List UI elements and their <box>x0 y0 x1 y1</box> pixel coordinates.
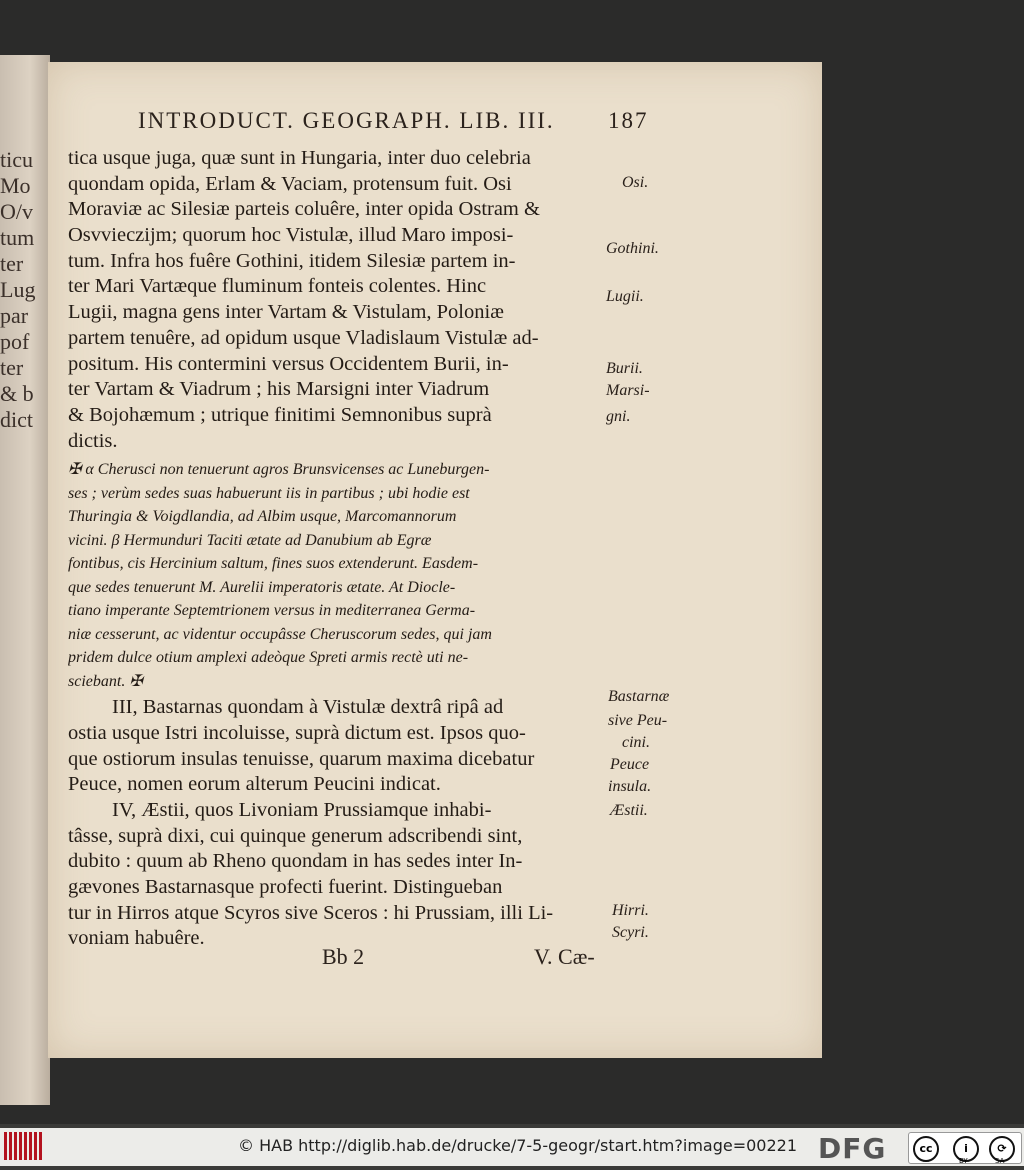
prev-fragment: ticu <box>0 147 33 172</box>
note-line: tiano imperante Septemtrionem versus in mediterranea Germa- <box>68 602 476 620</box>
book-page <box>48 62 822 1058</box>
text-line: voniam habuêre. <box>68 927 205 950</box>
note-line: niæ cesserunt, ac videntur occupâsse Cheruscorum sedes, qui jam <box>68 625 492 643</box>
marginal-note: cini. <box>622 734 650 751</box>
marginal-note: Marsi- <box>606 382 650 399</box>
text-line: Peuce, nomen eorum alterum Peucini indicat. <box>68 773 441 796</box>
license-sa-label: SA <box>995 1157 1005 1165</box>
marginal-note: insula. <box>608 778 652 795</box>
note-line: vicini. β Hermunduri Taciti ætate ad Danubium ab Egræ <box>68 531 432 549</box>
text-line: Moraviæ ac Silesiæ parteis coluêre, inter opida Ostram & <box>68 198 540 221</box>
text-line: dictis. <box>68 429 118 452</box>
text-line: que ostiorum insulas tenuisse, quarum maxima dicebatur <box>68 747 535 770</box>
footer-bar <box>0 1128 1024 1166</box>
marginal-note: Peuce <box>610 756 650 773</box>
text-line: ter Mari Vartæque fluminum fonteis colentes. Hinc <box>68 275 487 298</box>
marginal-note: Scyri. <box>612 924 649 941</box>
marginal-note: Burii. <box>606 360 643 377</box>
text-line: gævones Bastarnasque profecti fuerint. Distingueban <box>68 876 503 899</box>
signature-mark: Bb 2 <box>322 944 365 969</box>
marginal-note: Æstii. <box>610 802 648 819</box>
catchword: V. Cæ- <box>534 944 595 969</box>
prev-fragment: pof <box>0 329 30 354</box>
marginal-note: Osi. <box>622 174 649 191</box>
note-line: Thuringia & Voigdlandia, ad Albim usque, Marcomannorum <box>68 508 457 526</box>
cc-license-badge[interactable] <box>908 1132 1022 1164</box>
cc-icon: cc <box>913 1136 939 1162</box>
text-line: tum. Infra hos fuêre Gothini, itidem Silesiæ partem in- <box>68 249 516 272</box>
page-number: 187 <box>608 108 649 133</box>
prev-fragment: dict <box>0 407 33 432</box>
text-line: ter Vartam & Viadrum ; his Marsigni inter Viadrum <box>68 378 490 401</box>
note-line: ses ; verùm sedes suas habuerunt iis in partibus ; ubi hodie est <box>68 484 470 502</box>
marginal-note: Lugii. <box>606 288 644 305</box>
text-line: & Bojohæmum ; utrique finitimi Semnonibus suprà <box>68 403 492 426</box>
marginal-note: Gothini. <box>606 240 659 257</box>
prev-fragment: Lug <box>0 277 36 302</box>
text-line: quondam opida, Erlam & Vaciam, protensum fuit. Osi <box>68 172 512 195</box>
note-line: sciebant. ✠ <box>68 672 143 690</box>
note-line: ✠ α Cherusci non tenuerunt agros Brunsvicenses ac Luneburgen- <box>68 461 490 479</box>
prev-fragment: O/v <box>0 199 33 224</box>
annotation-note <box>68 458 608 693</box>
share-alike-icon: ⟳ <box>989 1136 1015 1162</box>
copyright-link[interactable]: © HAB http://diglib.hab.de/drucke/7-5-geogr/start.htm?image=00221 <box>238 1136 798 1155</box>
text-line: ostia usque Istri incoluisse, suprà dictum est. Ipsos quo- <box>68 721 526 744</box>
marginal-note: Hirri. <box>612 902 649 919</box>
prev-fragment: Mo <box>0 173 31 198</box>
text-line: partem tenuêre, ad opidum usque Vladislaum Vistulæ ad- <box>68 326 539 349</box>
note-line: que sedes tenuerunt M. Aurelii imperatoris ætate. At Diocle- <box>68 578 456 596</box>
prev-fragment: ter <box>0 251 24 276</box>
text-line: Lugii, magna gens inter Vartam & Vistulam, Poloniæ <box>68 301 504 324</box>
prev-fragment: ter <box>0 355 24 380</box>
footer <box>0 1124 1024 1170</box>
license-by-label: BY <box>959 1157 968 1165</box>
marginal-note: sive Peu- <box>608 712 668 729</box>
prev-fragment: & b <box>0 381 34 406</box>
text-line: positum. His contermini versus Occidentem Burii, in- <box>68 352 509 375</box>
text-line: tur in Hirros atque Scyros sive Sceros : hi Prussiam, illi Li- <box>68 901 554 924</box>
marginal-note: Bastarnæ <box>608 688 670 705</box>
text-line: dubito : quum ab Rheno quondam in has sedes inter In- <box>68 850 523 873</box>
marginal-note: gni. <box>606 408 631 425</box>
previous-page-edge <box>0 55 50 1105</box>
by-person-icon: i <box>953 1136 979 1162</box>
running-head <box>138 108 649 134</box>
note-line: fontibus, cis Hercinium saltum, fines suos extenderunt. Easdem- <box>68 555 479 573</box>
text-line: tâsse, suprà dixi, cui quinque generum adscribendi sint, <box>68 824 523 847</box>
prev-fragment: tum <box>0 225 35 250</box>
text-line: III, Bastarnas quondam à Vistulæ dextrâ ripâ ad <box>112 696 504 719</box>
text-line: Osvvieczijm; quorum hoc Vistulæ, illud Maro imposi- <box>68 224 514 247</box>
running-head-title: INTRODUCT. GEOGRAPH. LIB. III. <box>138 108 555 133</box>
hab-logo-icon <box>4 1132 48 1162</box>
note-line: pridem dulce otium amplexi adeòque Spreti armis rectè uti ne- <box>68 649 469 667</box>
text-line: tica usque juga, quæ sunt in Hungaria, inter duo celebria <box>68 147 531 169</box>
body-text <box>68 146 608 952</box>
prev-fragment: par <box>0 303 29 328</box>
text-line: IV, Æstii, quos Livoniam Prussiamque inhabi- <box>112 799 492 821</box>
dfg-logo: DFG <box>818 1132 887 1165</box>
